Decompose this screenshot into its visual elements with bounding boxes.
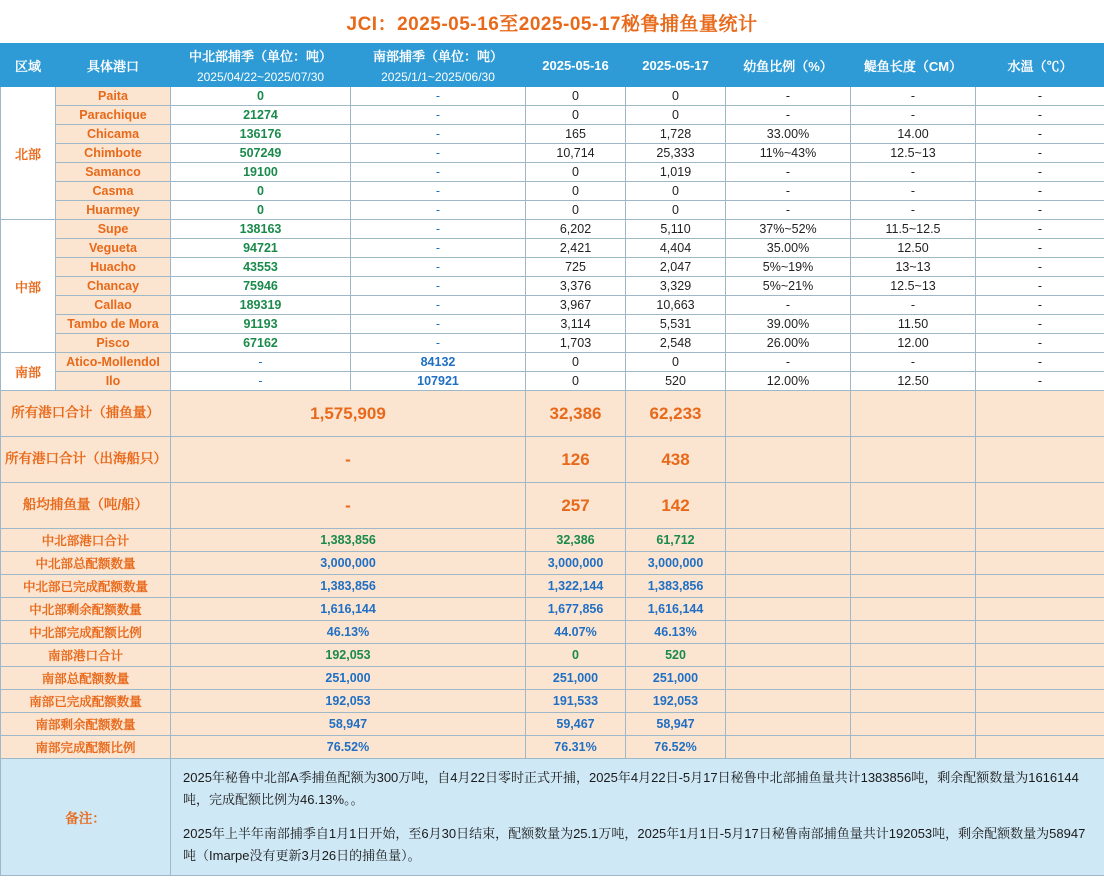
port-name: Huacho [56, 258, 171, 277]
statistics-table [0, 43, 1104, 876]
north-season-value: 507249 [171, 144, 351, 163]
table-body [1, 87, 1104, 876]
quota-date2-value: 58,947 [626, 713, 726, 736]
quota-row [1, 575, 1104, 598]
temp-value: - [976, 125, 1104, 144]
date1-value: 0 [526, 87, 626, 106]
port-name: Huarmey [56, 201, 171, 220]
quota-label: 南部完成配额比例 [1, 736, 171, 759]
south-season-value: - [351, 315, 526, 334]
quota-empty-cell [851, 552, 976, 575]
quota-empty-cell [851, 736, 976, 759]
juvenile-value: - [726, 87, 851, 106]
south-season-value: - [351, 106, 526, 125]
south-season-value: - [351, 201, 526, 220]
col-port: 具体港口 [56, 44, 171, 87]
north-season-value: 94721 [171, 239, 351, 258]
south-season-value: - [351, 220, 526, 239]
length-value: 12.5~13 [851, 144, 976, 163]
temp-value: - [976, 201, 1104, 220]
col-juvenile-ratio: 幼鱼比例（%） [726, 44, 851, 87]
quota-label: 南部总配额数量 [1, 667, 171, 690]
length-value: 11.50 [851, 315, 976, 334]
date2-value: 1,019 [626, 163, 726, 182]
length-value: - [851, 353, 976, 372]
table-row [1, 220, 1104, 239]
temp-value: - [976, 182, 1104, 201]
port-name: Paita [56, 87, 171, 106]
summary-date2-total: 142 [626, 483, 726, 529]
quota-row [1, 621, 1104, 644]
length-value: - [851, 87, 976, 106]
summary-date1-total: 126 [526, 437, 626, 483]
south-season-value: - [351, 125, 526, 144]
north-season-value: 189319 [171, 296, 351, 315]
temp-value: - [976, 87, 1104, 106]
quota-label: 中北部总配额数量 [1, 552, 171, 575]
summary-empty-cell [726, 391, 851, 437]
date1-value: 0 [526, 372, 626, 391]
quota-empty-cell [851, 621, 976, 644]
date2-value: 0 [626, 87, 726, 106]
quota-row [1, 690, 1104, 713]
date1-value: 0 [526, 163, 626, 182]
col-water-temp: 水温（℃） [976, 44, 1104, 87]
table-row [1, 106, 1104, 125]
quota-row [1, 667, 1104, 690]
quota-row [1, 552, 1104, 575]
quota-empty-cell [851, 667, 976, 690]
quota-date1-value: 0 [526, 644, 626, 667]
summary-empty-cell [726, 483, 851, 529]
south-season-value: - [351, 182, 526, 201]
north-season-value: 43553 [171, 258, 351, 277]
table-row [1, 163, 1104, 182]
quota-empty-cell [976, 621, 1104, 644]
port-name: Chancay [56, 277, 171, 296]
quota-row [1, 598, 1104, 621]
quota-date1-value: 32,386 [526, 529, 626, 552]
date1-value: 725 [526, 258, 626, 277]
col-fish-length: 鳀鱼长度（CM） [851, 44, 976, 87]
date1-value: 2,421 [526, 239, 626, 258]
quota-season-value: 192,053 [171, 690, 526, 713]
quota-row [1, 644, 1104, 667]
north-season-value: 91193 [171, 315, 351, 334]
south-season-value: - [351, 334, 526, 353]
juvenile-value: 37%~52% [726, 220, 851, 239]
juvenile-value: - [726, 182, 851, 201]
quota-date1-value: 1,322,144 [526, 575, 626, 598]
length-value: - [851, 106, 976, 125]
quota-date1-value: 251,000 [526, 667, 626, 690]
north-season-value: - [171, 353, 351, 372]
temp-value: - [976, 372, 1104, 391]
quota-row [1, 736, 1104, 759]
quota-empty-cell [726, 713, 851, 736]
quota-empty-cell [976, 575, 1104, 598]
quota-season-value: 3,000,000 [171, 552, 526, 575]
south-season-value: - [351, 144, 526, 163]
quota-date1-value: 76.31% [526, 736, 626, 759]
table-row [1, 334, 1104, 353]
quota-empty-cell [726, 552, 851, 575]
juvenile-value: 12.00% [726, 372, 851, 391]
temp-value: - [976, 353, 1104, 372]
port-name: Ilo [56, 372, 171, 391]
port-name: Supe [56, 220, 171, 239]
length-value: 14.00 [851, 125, 976, 144]
summary-empty-cell [976, 483, 1104, 529]
length-value: - [851, 201, 976, 220]
summary-date1-total: 257 [526, 483, 626, 529]
port-name: Atico-MollendoI [56, 353, 171, 372]
length-value: 11.5~12.5 [851, 220, 976, 239]
temp-value: - [976, 258, 1104, 277]
north-season-value: 21274 [171, 106, 351, 125]
quota-date2-value: 251,000 [626, 667, 726, 690]
port-name: Chicama [56, 125, 171, 144]
port-name: Callao [56, 296, 171, 315]
quota-season-value: 46.13% [171, 621, 526, 644]
juvenile-value: 26.00% [726, 334, 851, 353]
quota-empty-cell [976, 667, 1104, 690]
notes-body [171, 759, 1104, 876]
quota-date2-value: 192,053 [626, 690, 726, 713]
quota-date2-value: 46.13% [626, 621, 726, 644]
table-row [1, 372, 1104, 391]
juvenile-value: 33.00% [726, 125, 851, 144]
table-header-row-1 [1, 44, 1104, 68]
quota-empty-cell [726, 667, 851, 690]
quota-date2-value: 61,712 [626, 529, 726, 552]
south-season-value: - [351, 258, 526, 277]
quota-season-value: 192,053 [171, 644, 526, 667]
quota-empty-cell [976, 690, 1104, 713]
date2-value: 3,329 [626, 277, 726, 296]
col-north-season-range: 2025/04/22~2025/07/30 [171, 68, 351, 87]
date2-value: 0 [626, 353, 726, 372]
date1-value: 6,202 [526, 220, 626, 239]
quota-empty-cell [976, 713, 1104, 736]
summary-season-total: - [171, 483, 526, 529]
summary-season-total: 1,575,909 [171, 391, 526, 437]
north-season-value: 19100 [171, 163, 351, 182]
table-row [1, 277, 1104, 296]
date2-value: 25,333 [626, 144, 726, 163]
quota-label: 南部已完成配额数量 [1, 690, 171, 713]
temp-value: - [976, 296, 1104, 315]
page-title: JCI：2025-05-16至2025-05-17秘鲁捕鱼量统计 [346, 14, 758, 35]
south-season-value: 107921 [351, 372, 526, 391]
quota-date1-value: 59,467 [526, 713, 626, 736]
quota-label: 中北部剩余配额数量 [1, 598, 171, 621]
quota-empty-cell [851, 690, 976, 713]
juvenile-value: 39.00% [726, 315, 851, 334]
length-value: 12.5~13 [851, 277, 976, 296]
quota-empty-cell [726, 736, 851, 759]
note-paragraph-1: 2025年秘鲁中北部A季捕鱼配额为300万吨，自4月22日零时正式开捕，2025年4月22日-5月17日秘鲁中北部捕鱼量共计1383856吨，剩余配额数量为1616144吨，完成配额比例为46.13%。。 [183, 770, 1079, 808]
summary-empty-cell [851, 391, 976, 437]
summary-empty-cell [851, 437, 976, 483]
date2-value: 10,663 [626, 296, 726, 315]
quota-empty-cell [976, 736, 1104, 759]
date1-value: 0 [526, 353, 626, 372]
south-season-value: - [351, 87, 526, 106]
north-season-value: 136176 [171, 125, 351, 144]
table-row [1, 125, 1104, 144]
notes-row [1, 759, 1104, 876]
summary-label: 船均捕鱼量（吨/船） [1, 483, 171, 529]
col-region: 区域 [1, 44, 56, 87]
summary-row [1, 483, 1104, 529]
quota-date1-value: 1,677,856 [526, 598, 626, 621]
port-name: Tambo de Mora [56, 315, 171, 334]
col-south-season: 南部捕季（单位：吨） [351, 44, 526, 68]
summary-empty-cell [851, 483, 976, 529]
north-season-value: 75946 [171, 277, 351, 296]
north-season-value: 67162 [171, 334, 351, 353]
table-row [1, 144, 1104, 163]
quota-empty-cell [726, 621, 851, 644]
region-label: 中部 [1, 220, 56, 353]
temp-value: - [976, 239, 1104, 258]
quota-empty-cell [851, 598, 976, 621]
juvenile-value: 11%~43% [726, 144, 851, 163]
quota-label: 中北部完成配额比例 [1, 621, 171, 644]
length-value: - [851, 163, 976, 182]
south-season-value: - [351, 296, 526, 315]
juvenile-value: 5%~19% [726, 258, 851, 277]
date2-value: 2,548 [626, 334, 726, 353]
north-season-value: 0 [171, 201, 351, 220]
summary-row [1, 391, 1104, 437]
quota-empty-cell [851, 575, 976, 598]
quota-season-value: 251,000 [171, 667, 526, 690]
date2-value: 520 [626, 372, 726, 391]
south-season-value: - [351, 163, 526, 182]
table-row [1, 296, 1104, 315]
quota-date2-value: 3,000,000 [626, 552, 726, 575]
quota-date2-value: 76.52% [626, 736, 726, 759]
quota-label: 中北部已完成配额数量 [1, 575, 171, 598]
col-date-1: 2025-05-16 [526, 44, 626, 87]
table-row [1, 258, 1104, 277]
south-season-value: - [351, 277, 526, 296]
quota-empty-cell [976, 598, 1104, 621]
date2-value: 0 [626, 201, 726, 220]
col-south-season-range: 2025/1/1~2025/06/30 [351, 68, 526, 87]
juvenile-value: - [726, 296, 851, 315]
quota-empty-cell [976, 552, 1104, 575]
date2-value: 1,728 [626, 125, 726, 144]
summary-label: 所有港口合计（出海船只） [1, 437, 171, 483]
table-row [1, 87, 1104, 106]
quota-label: 中北部港口合计 [1, 529, 171, 552]
quota-empty-cell [851, 644, 976, 667]
temp-value: - [976, 106, 1104, 125]
quota-date2-value: 1,616,144 [626, 598, 726, 621]
quota-season-value: 1,616,144 [171, 598, 526, 621]
length-value: 13~13 [851, 258, 976, 277]
length-value: 12.50 [851, 239, 976, 258]
quota-empty-cell [851, 529, 976, 552]
date2-value: 0 [626, 106, 726, 125]
table-row [1, 201, 1104, 220]
quota-season-value: 58,947 [171, 713, 526, 736]
col-date-2: 2025-05-17 [626, 44, 726, 87]
quota-date1-value: 3,000,000 [526, 552, 626, 575]
date2-value: 0 [626, 182, 726, 201]
port-name: Casma [56, 182, 171, 201]
quota-empty-cell [726, 575, 851, 598]
date1-value: 0 [526, 182, 626, 201]
quota-empty-cell [726, 644, 851, 667]
juvenile-value: - [726, 163, 851, 182]
juvenile-value: - [726, 353, 851, 372]
date2-value: 5,110 [626, 220, 726, 239]
quota-date1-value: 191,533 [526, 690, 626, 713]
port-name: Parachique [56, 106, 171, 125]
date2-value: 5,531 [626, 315, 726, 334]
temp-value: - [976, 144, 1104, 163]
port-name: Chimbote [56, 144, 171, 163]
length-value: 12.50 [851, 372, 976, 391]
table-row [1, 182, 1104, 201]
date2-value: 4,404 [626, 239, 726, 258]
north-season-value: 138163 [171, 220, 351, 239]
summary-season-total: - [171, 437, 526, 483]
summary-empty-cell [976, 437, 1104, 483]
quota-empty-cell [726, 690, 851, 713]
quota-empty-cell [851, 713, 976, 736]
quota-empty-cell [976, 529, 1104, 552]
summary-empty-cell [976, 391, 1104, 437]
date1-value: 165 [526, 125, 626, 144]
date2-value: 2,047 [626, 258, 726, 277]
quota-row [1, 713, 1104, 736]
temp-value: - [976, 334, 1104, 353]
note-paragraph-2: 2025年上半年南部捕季自1月1日开始，至6月30日结束，配额数量为25.1万吨，2025年1月1日-5月17日秘鲁南部捕鱼量共计192053吨，剩余配额数量为58947吨（Imarpe没有更新3月26日的捕鱼量）。 [183, 826, 1086, 864]
date1-value: 1,703 [526, 334, 626, 353]
quota-empty-cell [726, 529, 851, 552]
south-season-value: 84132 [351, 353, 526, 372]
temp-value: - [976, 163, 1104, 182]
port-name: Samanco [56, 163, 171, 182]
date1-value: 3,967 [526, 296, 626, 315]
col-north-season: 中北部捕季（单位：吨） [171, 44, 351, 68]
summary-label: 所有港口合计（捕鱼量） [1, 391, 171, 437]
quota-label: 南部港口合计 [1, 644, 171, 667]
north-season-value: 0 [171, 182, 351, 201]
date1-value: 0 [526, 201, 626, 220]
quota-empty-cell [976, 644, 1104, 667]
juvenile-value: 35.00% [726, 239, 851, 258]
temp-value: - [976, 220, 1104, 239]
port-name: Pisco [56, 334, 171, 353]
region-label: 北部 [1, 87, 56, 220]
quota-season-value: 76.52% [171, 736, 526, 759]
notes-label: 备注： [1, 759, 171, 876]
summary-date2-total: 62,233 [626, 391, 726, 437]
quota-label: 南部剩余配额数量 [1, 713, 171, 736]
length-value: - [851, 182, 976, 201]
date1-value: 10,714 [526, 144, 626, 163]
length-value: 12.00 [851, 334, 976, 353]
port-name: Vegueta [56, 239, 171, 258]
length-value: - [851, 296, 976, 315]
quota-date1-value: 44.07% [526, 621, 626, 644]
quota-empty-cell [726, 598, 851, 621]
quota-row [1, 529, 1104, 552]
temp-value: - [976, 277, 1104, 296]
north-season-value: - [171, 372, 351, 391]
summary-date1-total: 32,386 [526, 391, 626, 437]
table-row [1, 353, 1104, 372]
summary-row [1, 437, 1104, 483]
table-row [1, 239, 1104, 258]
quota-season-value: 1,383,856 [171, 529, 526, 552]
summary-empty-cell [726, 437, 851, 483]
juvenile-value: - [726, 201, 851, 220]
region-label: 南部 [1, 353, 56, 391]
north-season-value: 0 [171, 87, 351, 106]
quota-date2-value: 1,383,856 [626, 575, 726, 598]
south-season-value: - [351, 239, 526, 258]
summary-date2-total: 438 [626, 437, 726, 483]
temp-value: - [976, 315, 1104, 334]
table-row [1, 315, 1104, 334]
date1-value: 3,376 [526, 277, 626, 296]
date1-value: 0 [526, 106, 626, 125]
juvenile-value: - [726, 106, 851, 125]
juvenile-value: 5%~21% [726, 277, 851, 296]
quota-date2-value: 520 [626, 644, 726, 667]
quota-season-value: 1,383,856 [171, 575, 526, 598]
date1-value: 3,114 [526, 315, 626, 334]
